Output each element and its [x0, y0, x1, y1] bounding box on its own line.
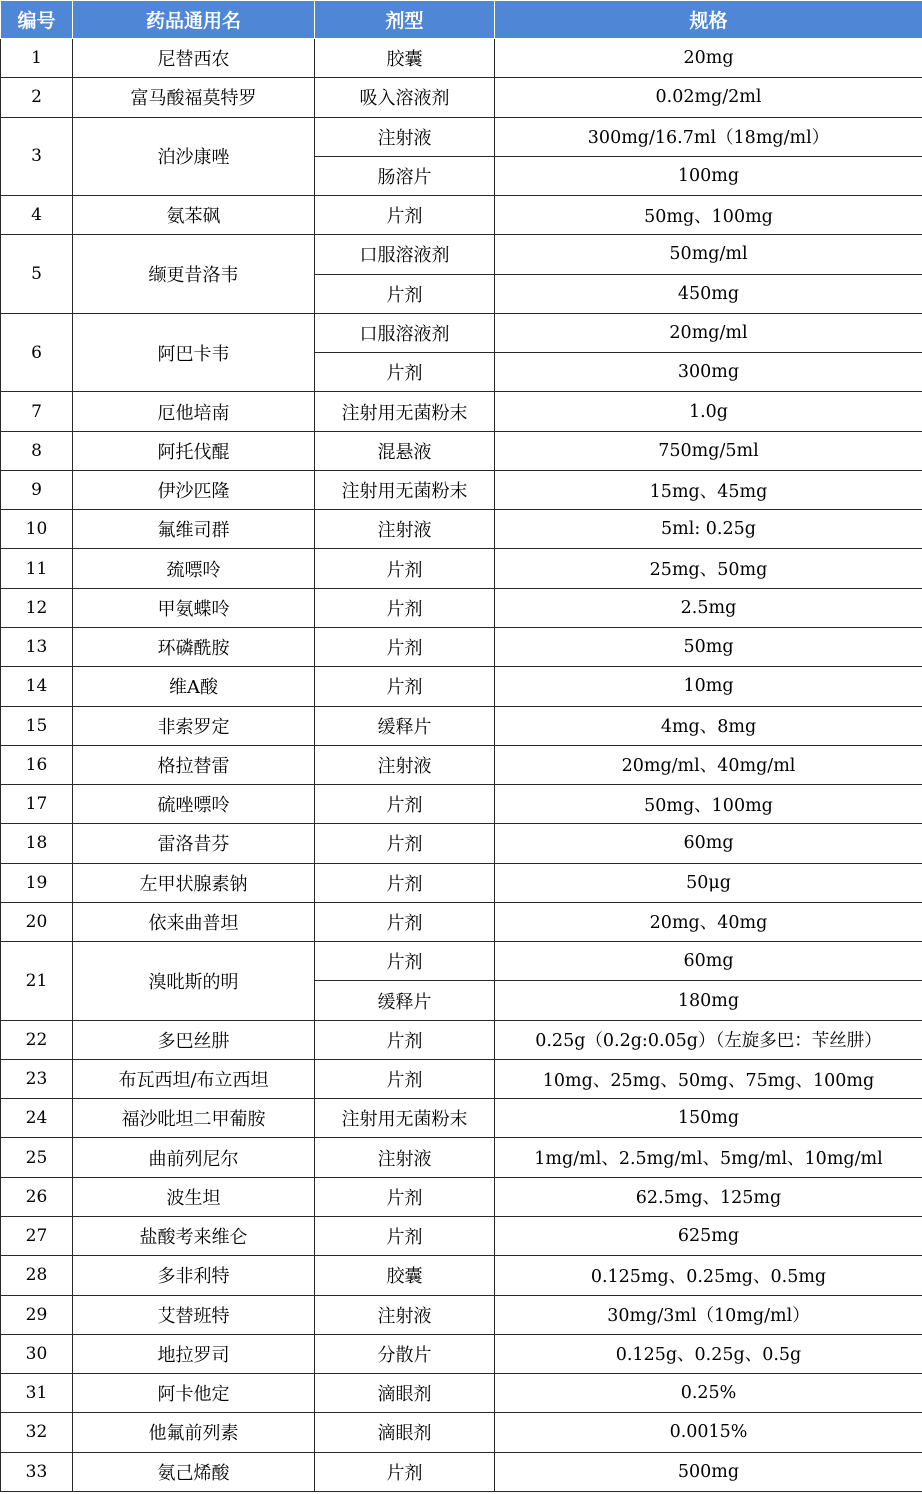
cell-drug-name: 他氟前列素: [73, 1413, 315, 1452]
cell-dosage-form: 滴眼剂: [315, 1374, 495, 1413]
cell-number: 8: [1, 431, 73, 470]
cell-number: 27: [1, 1216, 73, 1255]
cell-specification: 5ml: 0.25g: [495, 510, 922, 549]
cell-number: 7: [1, 392, 73, 431]
header-row: [1, 1, 922, 39]
table-row: [1, 667, 922, 706]
cell-drug-name: 泊沙康唑: [73, 117, 315, 196]
cell-number: 22: [1, 1020, 73, 1059]
cell-specification: 0.25g（0.2g:0.05g）（左旋多巴：苄丝肼）: [495, 1020, 922, 1059]
cell-drug-name: 艾替班特: [73, 1295, 315, 1334]
table-row: [1, 1177, 922, 1216]
cell-specification: 10mg: [495, 667, 922, 706]
cell-specification: 0.125mg、0.25mg、0.5mg: [495, 1256, 922, 1295]
cell-number: 29: [1, 1295, 73, 1334]
cell-number: 20: [1, 902, 73, 941]
table-row: [1, 824, 922, 863]
header-drug-name: 药品通用名: [73, 1, 315, 39]
cell-specification: 60mg: [495, 824, 922, 863]
table-row: [1, 1099, 922, 1138]
cell-dosage-form: 缓释片: [315, 981, 495, 1020]
cell-number: 15: [1, 706, 73, 745]
cell-number: 23: [1, 1059, 73, 1098]
cell-dosage-form: 缓释片: [315, 706, 495, 745]
table-row: [1, 78, 922, 117]
cell-dosage-form: 片剂: [315, 667, 495, 706]
table-row: [1, 1413, 922, 1452]
cell-number: 1: [1, 39, 73, 78]
cell-specification: 180mg: [495, 981, 922, 1020]
table-row: [1, 942, 922, 981]
cell-specification: 15mg、45mg: [495, 470, 922, 509]
cell-specification: 20mg/ml: [495, 313, 922, 352]
cell-dosage-form: 片剂: [315, 353, 495, 392]
cell-specification: 100mg: [495, 156, 922, 195]
cell-drug-name: 盐酸考来维仑: [73, 1216, 315, 1255]
cell-drug-name: 阿卡他定: [73, 1374, 315, 1413]
header-dosage-form: 剂型: [315, 1, 495, 39]
cell-drug-name: 环磷酰胺: [73, 627, 315, 666]
table-row: [1, 1216, 922, 1255]
cell-dosage-form: 片剂: [315, 1177, 495, 1216]
cell-drug-name: 硫唑嘌呤: [73, 785, 315, 824]
cell-dosage-form: 片剂: [315, 1216, 495, 1255]
cell-drug-name: 曲前列尼尔: [73, 1138, 315, 1177]
cell-dosage-form: 注射液: [315, 117, 495, 156]
table-row: [1, 863, 922, 902]
cell-number: 30: [1, 1334, 73, 1373]
cell-number: 6: [1, 313, 73, 392]
cell-dosage-form: 片剂: [315, 549, 495, 588]
table-row: [1, 549, 922, 588]
cell-dosage-form: 片剂: [315, 942, 495, 981]
cell-specification: 0.02mg/2ml: [495, 78, 922, 117]
table-row: [1, 470, 922, 509]
cell-specification: 2.5mg: [495, 588, 922, 627]
cell-drug-name: 依来曲普坦: [73, 902, 315, 941]
table-row: [1, 902, 922, 941]
cell-drug-name: 维A酸: [73, 667, 315, 706]
cell-drug-name: 多非利特: [73, 1256, 315, 1295]
cell-number: 13: [1, 627, 73, 666]
cell-dosage-form: 注射液: [315, 1295, 495, 1334]
cell-specification: 4mg、8mg: [495, 706, 922, 745]
cell-dosage-form: 片剂: [315, 785, 495, 824]
cell-number: 3: [1, 117, 73, 196]
cell-dosage-form: 胶囊: [315, 1256, 495, 1295]
cell-drug-name: 伊沙匹隆: [73, 470, 315, 509]
cell-number: 17: [1, 785, 73, 824]
cell-number: 12: [1, 588, 73, 627]
cell-dosage-form: 滴眼剂: [315, 1413, 495, 1452]
cell-specification: 0.0015%: [495, 1413, 922, 1452]
cell-drug-name: 格拉替雷: [73, 745, 315, 784]
cell-dosage-form: 肠溶片: [315, 156, 495, 195]
cell-drug-name: 厄他培南: [73, 392, 315, 431]
cell-drug-name: 非索罗定: [73, 706, 315, 745]
cell-specification: 50mg、100mg: [495, 196, 922, 235]
cell-number: 25: [1, 1138, 73, 1177]
table-row: [1, 785, 922, 824]
cell-number: 26: [1, 1177, 73, 1216]
cell-drug-name: 氨己烯酸: [73, 1452, 315, 1491]
cell-number: 24: [1, 1099, 73, 1138]
cell-specification: 0.125g、0.25g、0.5g: [495, 1334, 922, 1373]
table-row: [1, 392, 922, 431]
cell-drug-name: 福沙吡坦二甲葡胺: [73, 1099, 315, 1138]
cell-drug-name: 阿托伐醌: [73, 431, 315, 470]
cell-dosage-form: 注射用无菌粉末: [315, 1099, 495, 1138]
header-specification: 规格: [495, 1, 922, 39]
table-row: [1, 117, 922, 156]
cell-dosage-form: 片剂: [315, 902, 495, 941]
cell-number: 32: [1, 1413, 73, 1452]
cell-number: 14: [1, 667, 73, 706]
table-row: [1, 39, 922, 78]
cell-specification: 0.25%: [495, 1374, 922, 1413]
cell-number: 33: [1, 1452, 73, 1491]
cell-dosage-form: 片剂: [315, 588, 495, 627]
table-row: [1, 1059, 922, 1098]
cell-drug-name: 多巴丝肼: [73, 1020, 315, 1059]
table-row: [1, 1295, 922, 1334]
table-row: [1, 235, 922, 274]
cell-dosage-form: 注射液: [315, 745, 495, 784]
cell-specification: 750mg/5ml: [495, 431, 922, 470]
cell-dosage-form: 口服溶液剂: [315, 235, 495, 274]
cell-number: 21: [1, 942, 73, 1021]
cell-drug-name: 氨苯砜: [73, 196, 315, 235]
cell-dosage-form: 片剂: [315, 196, 495, 235]
cell-drug-name: 巯嘌呤: [73, 549, 315, 588]
table-row: [1, 1452, 922, 1491]
cell-specification: 1mg/ml、2.5mg/ml、5mg/ml、10mg/ml: [495, 1138, 922, 1177]
table-row: [1, 1256, 922, 1295]
cell-drug-name: 甲氨蝶呤: [73, 588, 315, 627]
table-row: [1, 1020, 922, 1059]
cell-drug-name: 尼替西农: [73, 39, 315, 78]
cell-specification: 50mg: [495, 627, 922, 666]
cell-specification: 62.5mg、125mg: [495, 1177, 922, 1216]
cell-specification: 20mg/ml、40mg/ml: [495, 745, 922, 784]
cell-number: 2: [1, 78, 73, 117]
cell-dosage-form: 片剂: [315, 863, 495, 902]
cell-dosage-form: 胶囊: [315, 39, 495, 78]
table-row: [1, 745, 922, 784]
table-row: [1, 706, 922, 745]
cell-dosage-form: 注射液: [315, 1138, 495, 1177]
header-number: 编号: [1, 1, 73, 39]
cell-number: 28: [1, 1256, 73, 1295]
table-row: [1, 196, 922, 235]
cell-specification: 50mg/ml: [495, 235, 922, 274]
cell-dosage-form: 混悬液: [315, 431, 495, 470]
cell-drug-name: 氟维司群: [73, 510, 315, 549]
cell-specification: 60mg: [495, 942, 922, 981]
cell-dosage-form: 片剂: [315, 1452, 495, 1491]
cell-specification: 20mg、40mg: [495, 902, 922, 941]
cell-drug-name: 溴吡斯的明: [73, 942, 315, 1021]
cell-dosage-form: 片剂: [315, 1020, 495, 1059]
table-row: [1, 1374, 922, 1413]
cell-number: 4: [1, 196, 73, 235]
cell-drug-name: 左甲状腺素钠: [73, 863, 315, 902]
table-row: [1, 1334, 922, 1373]
cell-number: 16: [1, 745, 73, 784]
cell-drug-name: 雷洛昔芬: [73, 824, 315, 863]
cell-drug-name: 波生坦: [73, 1177, 315, 1216]
cell-specification: 500mg: [495, 1452, 922, 1491]
table-row: [1, 313, 922, 352]
cell-dosage-form: 片剂: [315, 627, 495, 666]
table-body: [1, 39, 922, 1492]
cell-number: 18: [1, 824, 73, 863]
cell-dosage-form: 口服溶液剂: [315, 313, 495, 352]
cell-number: 10: [1, 510, 73, 549]
cell-specification: 1.0g: [495, 392, 922, 431]
cell-drug-name: 布瓦西坦/布立西坦: [73, 1059, 315, 1098]
cell-dosage-form: 片剂: [315, 1059, 495, 1098]
cell-drug-name: 地拉罗司: [73, 1334, 315, 1373]
cell-dosage-form: 片剂: [315, 824, 495, 863]
cell-drug-name: 富马酸福莫特罗: [73, 78, 315, 117]
table-row: [1, 588, 922, 627]
cell-dosage-form: 片剂: [315, 274, 495, 313]
cell-dosage-form: 注射用无菌粉末: [315, 470, 495, 509]
cell-specification: 625mg: [495, 1216, 922, 1255]
cell-dosage-form: 注射液: [315, 510, 495, 549]
table-header: [1, 1, 922, 39]
cell-number: 11: [1, 549, 73, 588]
table-row: [1, 627, 922, 666]
cell-drug-name: 缬更昔洛韦: [73, 235, 315, 314]
table-row: [1, 431, 922, 470]
cell-specification: 10mg、25mg、50mg、75mg、100mg: [495, 1059, 922, 1098]
cell-dosage-form: 分散片: [315, 1334, 495, 1373]
cell-drug-name: 阿巴卡韦: [73, 313, 315, 392]
cell-number: 5: [1, 235, 73, 314]
cell-specification: 150mg: [495, 1099, 922, 1138]
cell-specification: 20mg: [495, 39, 922, 78]
cell-specification: 50mg、100mg: [495, 785, 922, 824]
cell-specification: 300mg: [495, 353, 922, 392]
cell-specification: 450mg: [495, 274, 922, 313]
cell-specification: 50μg: [495, 863, 922, 902]
cell-number: 31: [1, 1374, 73, 1413]
table-row: [1, 1138, 922, 1177]
cell-specification: 300mg/16.7ml（18mg/ml）: [495, 117, 922, 156]
cell-specification: 30mg/3ml（10mg/ml）: [495, 1295, 922, 1334]
cell-number: 19: [1, 863, 73, 902]
table-row: [1, 510, 922, 549]
cell-dosage-form: 吸入溶液剂: [315, 78, 495, 117]
cell-number: 9: [1, 470, 73, 509]
cell-specification: 25mg、50mg: [495, 549, 922, 588]
cell-dosage-form: 注射用无菌粉末: [315, 392, 495, 431]
